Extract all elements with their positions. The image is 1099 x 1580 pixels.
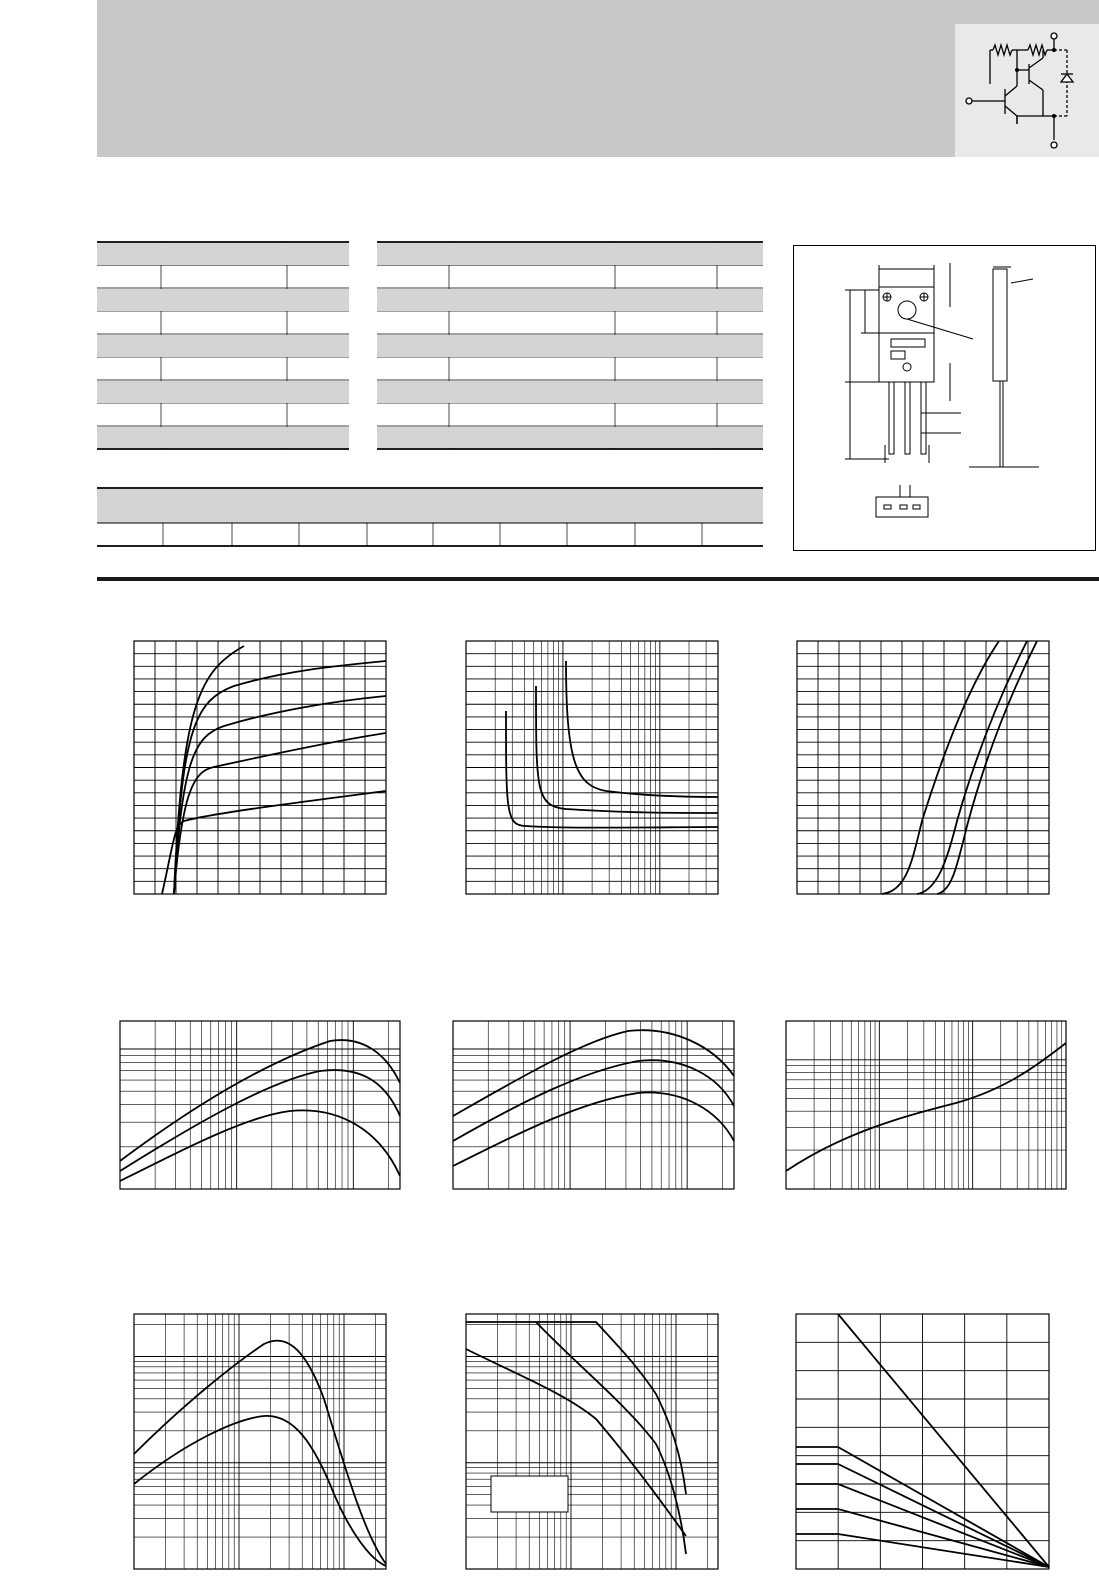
curve-2 [120,1070,400,1171]
curve-1 [120,1040,400,1161]
curve-4 [174,661,386,894]
graph-hfe-ic-temp [452,1020,735,1190]
darlington-transistor-schematic-icon [955,24,1099,157]
graph-safe-operating-area [465,1313,719,1570]
graph-ic-vce [133,640,387,895]
legend-box [491,1476,568,1512]
graph-thermal-resistance [785,1020,1067,1190]
ratings-table [97,240,763,550]
curve-3 [566,661,718,797]
to220-package-outline-icon [793,245,1096,551]
graph-hfe-ic [119,1020,401,1190]
graph-power-derating [795,1313,1050,1570]
curve-1 [162,791,386,894]
graph-ic-vbe [796,640,1050,895]
header-band [97,0,1099,157]
curve-3 [453,1093,734,1166]
curve-2 [174,733,386,894]
section-divider [97,577,1099,581]
curve-1 [786,1043,1066,1171]
curve-2 [453,1060,734,1141]
curve-2 [536,1322,686,1494]
graph-vcesat-ib [465,640,719,895]
curve-1 [838,1314,1049,1567]
curve-2 [134,1416,386,1566]
curve-1 [134,1341,386,1564]
graph-switching [133,1313,387,1570]
